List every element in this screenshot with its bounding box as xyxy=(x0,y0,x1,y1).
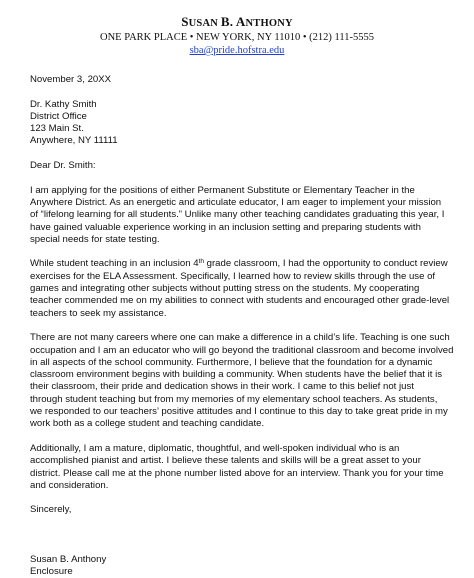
enclosure-note: Enclosure xyxy=(30,565,73,577)
paragraph-4-line: and consideration. xyxy=(30,479,109,491)
salutation: Dear Dr. Smith: xyxy=(30,160,96,172)
closing: Sincerely, xyxy=(30,504,72,516)
paragraph-3-line: we responded to our teachers’ positive attitudes and I continue to this day to take great pride in my xyxy=(30,406,448,418)
paragraph-2-line: teacher commended me on my abilities to connect with students and encouraged other grade-level xyxy=(30,295,450,307)
paragraph-3-line: There are not many careers where one can make a difference in a child’s life. Teaching is one such xyxy=(30,332,450,344)
name-last-rest: NTHONY xyxy=(245,18,293,29)
paragraph-1-line: Anywhere District. As an energetic and articulate educator, I am eager to implement your mission xyxy=(30,196,442,208)
paragraph-3-line: occupation and I am an educator who will go beyond the traditional classroom and become involved xyxy=(30,344,454,356)
sender-email-link[interactable]: sba@pride.hofstra.edu xyxy=(189,45,285,56)
paragraph-2-text: grade classroom, I had the opportunity to conduct review xyxy=(203,258,448,270)
paragraph-3-line: through student teaching but from my memories of my elementary school teachers. As students, xyxy=(30,393,438,405)
recipient-line: Anywhere, NY 11111 xyxy=(30,135,118,147)
recipient-line: District Office xyxy=(30,110,87,122)
paragraph-1-line: I am applying for the positions of either Permanent Substitute or Elementary Teacher in the xyxy=(30,184,415,196)
ordinal-suffix: th xyxy=(198,258,204,266)
name-middle-initial: B. A xyxy=(220,14,246,29)
name-initial-s: S xyxy=(181,14,189,29)
paragraph-3-line: in all aspects of the school community. Furthermore, I believe that the foundation for a dynamic xyxy=(30,356,433,368)
paragraph-2-line: exercises for the ELA Assessment. Specifically, I learned how to review skills through the use of xyxy=(30,270,436,282)
signature-name: Susan B. Anthony xyxy=(30,553,107,565)
letterhead xyxy=(0,14,474,57)
paragraph-3-line: classroom environment begins with building a community. When students have the belief that it is xyxy=(30,369,443,381)
paragraph-3-line: work both as a college student and teaching candidate. xyxy=(30,418,265,430)
paragraph-4-line: Additionally, I am a mature, diplomatic, thoughtful, and well-spoken individual who is an xyxy=(30,442,400,454)
paragraph-1-line: have gained valuable experience working in an inclusion setting and preparing students with xyxy=(30,221,421,233)
paragraph-2-line: games and integrating other subjects without putting stress on the students. My cooperating xyxy=(30,283,420,295)
paragraph-2-line xyxy=(30,258,470,270)
paragraph-2-text: While student teaching in an inclusion 4 xyxy=(30,258,199,270)
paragraph-4-line: district. Please call me at the phone number listed above for an interview. Thank you for your time xyxy=(30,467,444,479)
recipient-line: 123 Main St. xyxy=(30,123,84,135)
paragraph-2-line: teachers to seek my assistance. xyxy=(30,307,167,319)
name-first-rest: USAN xyxy=(188,18,221,29)
paragraph-1-line: special needs for state testing. xyxy=(30,233,160,245)
paragraph-3-line: their classroom, their pride and dedication shows in their work. I came to this belief not just xyxy=(30,381,414,393)
sender-address: ONE PARK PLACE • NEW YORK, NY 11010 • (212) 111-5555 xyxy=(99,32,375,43)
paragraph-4-line: accomplished pianist and artist. I believe these talents and skills will be a great asset to your xyxy=(30,455,421,467)
sender-name xyxy=(0,14,474,31)
recipient-line: Dr. Kathy Smith xyxy=(30,98,97,110)
letter-date: November 3, 20XX xyxy=(30,74,112,85)
paragraph-1-line: of “lifelong learning for all students.” Unlike many other teaching candidates graduating this year, I xyxy=(30,209,445,221)
letter-body xyxy=(30,74,470,578)
